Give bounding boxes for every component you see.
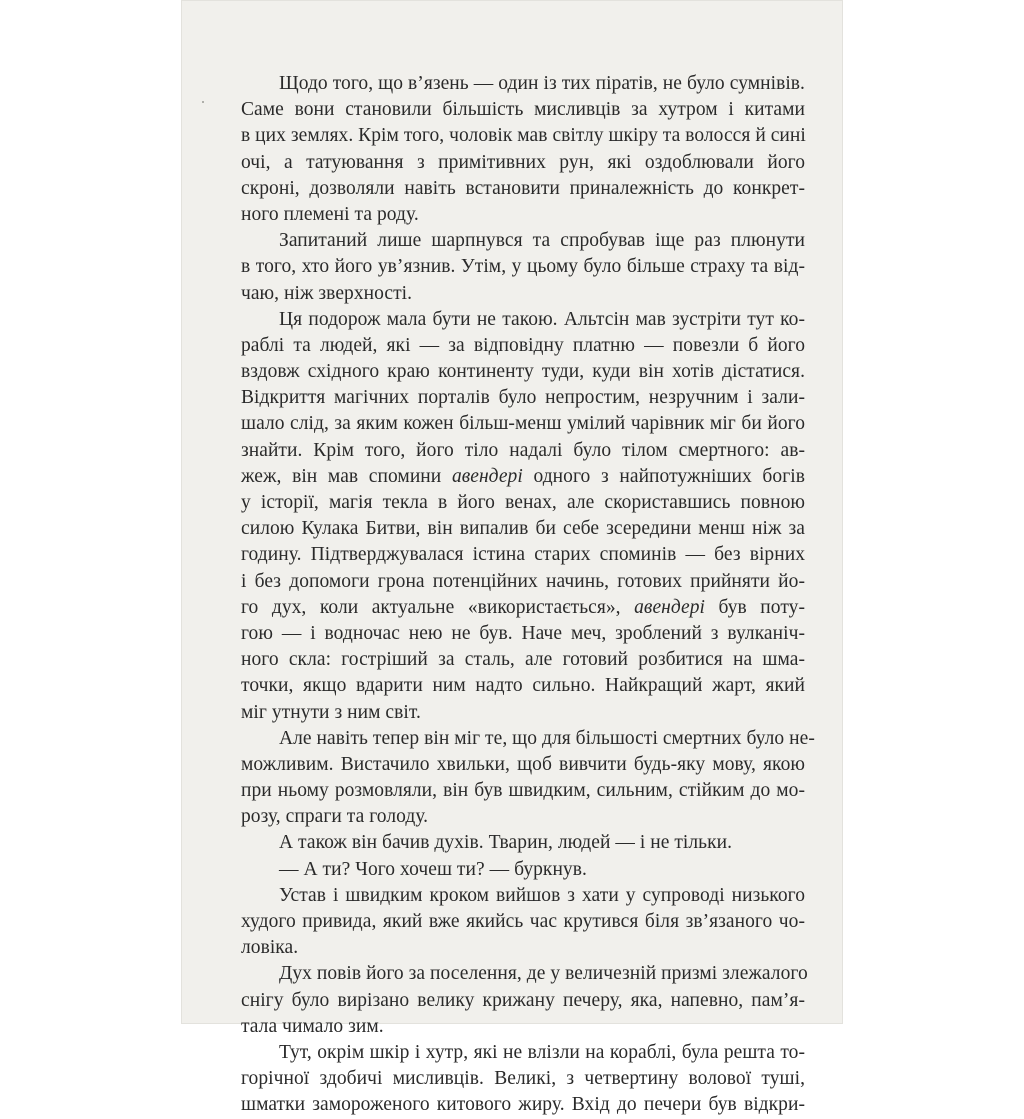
text-line: ловіка. [241,937,299,959]
text-line: худого привида, який вже якийсь час крутився біля зв’язаного чо- [241,911,805,932]
text-line: раблі та людей, які — за відповідну платню — повезли б його [241,334,805,356]
text-line: силою Кулака Битви, він випалив би себе зсередини менш ніж за [241,518,805,540]
dialogue-line: — А ти? Чого хочеш ти? — буркнув. [279,858,587,880]
text-line: чаю, ніж зверхності. [241,282,413,304]
paragraph [241,961,808,1040]
text-segment: го дух, коли актуальне «використається», [241,596,621,618]
paragraph [241,857,805,883]
text-line: Але навіть тепер він міг те, що для більшості смертних було не- [279,727,815,749]
book-page [181,0,843,1116]
text-line: Дух повів його за поселення, де у величезній призмі злежалого [279,963,808,985]
page-text [241,71,815,1119]
text-line: очі, а татуювання з примітивних рун, які оздоблювали його [241,151,805,173]
text-segment: був поту- [718,596,805,618]
paragraph [241,883,805,962]
text-line: Щодо того, що в’язень — один із тих піратів, не було сумнівів. [279,73,805,94]
text-line: ного племені та роду. [241,203,419,225]
text-line-with-italic [241,464,805,490]
text-line: у історії, магія текла в його венах, але скориставшись повною [241,492,805,513]
text-line: Запитаний лише шарпнувся та спробував іще раз плюнути [279,230,805,252]
paragraph [241,307,805,726]
text-segment: одного з найпотужніших богів [533,465,805,487]
text-line: шало слід, за яким кожен більш-менш умілий чарівник міг би його [241,413,805,435]
text-line: годину. Підтверджувалася істина старих споминів — без вірних [241,544,805,566]
text-line: і без допомоги грона потенційних начинь, готових прийняти йо- [241,570,805,592]
text-line-with-italic [241,595,805,621]
paragraph [241,71,805,228]
italic-term: авендері [451,465,523,487]
text-line: тала чимало зим. [241,1015,384,1037]
text-line: знайти. Крім того, його тіло надалі було тілом смертного: ав- [241,439,805,461]
text-line: вздовж східного краю континенту туди, куди він хотів дістатися. [241,361,805,383]
paragraph [241,1040,805,1119]
text-line: ного скла: гостріший за сталь, але готовий розбитися на шма- [241,649,805,671]
text-line: горічної здобичі мисливців. Великі, з четвертину волової туші, [241,1068,805,1090]
text-line: міг утнути з ним світ. [241,701,421,723]
text-line: Тут, окрім шкір і хутр, які не влізли на кораблі, була решта то- [279,1041,805,1063]
text-line: снігу було вирізано велику крижану печеру, яка, напевно, пам’я- [241,989,805,1011]
paragraph [241,726,815,831]
text-line: точки, якщо вдарити ним надто сильно. Найкращий жарт, який [241,675,805,697]
text-line: шматки замороженого китового жиру. Вхід до печери був відкри- [241,1094,805,1116]
paragraph [241,228,805,307]
italic-term: авендері [634,596,705,618]
text-line: Ця подорож мала бути не такою. Альтсін мав зустріти тут ко- [279,308,805,330]
text-line: можливим. Вистачило хвильки, щоб вивчити будь-яку мову, якою [241,753,805,775]
text-line: в цих землях. Крім того, чоловік мав світлу шкіру та волосся й сині [241,125,806,147]
page-speck [202,101,204,103]
text-line: гою — і водночас нею не був. Наче меч, зроблений з вулканіч- [241,622,805,644]
text-line: скроні, дозволяли навіть встановити приналежність до конкрет- [241,177,805,199]
text-line: Устав і швидким кроком вийшов з хати у супроводі низького [279,884,805,906]
text-line: в того, хто його ув’язнив. Утім, у цьому було більше страху та від- [241,256,805,278]
text-line: розу, спраги та голоду. [241,806,429,828]
text-segment: жеж, він мав спомини [241,465,442,487]
text-line: при ньому розмовляли, він був швидким, сильним, стійким до мо- [241,780,805,802]
text-line: А також він бачив духів. Тварин, людей — і не тільки. [279,832,733,854]
text-line: Саме вони становили більшість мисливців за хутром і китами [241,99,805,121]
paragraph [241,830,805,856]
text-line: Відкриття магічних порталів було непростим, незручним і зали- [241,387,805,409]
